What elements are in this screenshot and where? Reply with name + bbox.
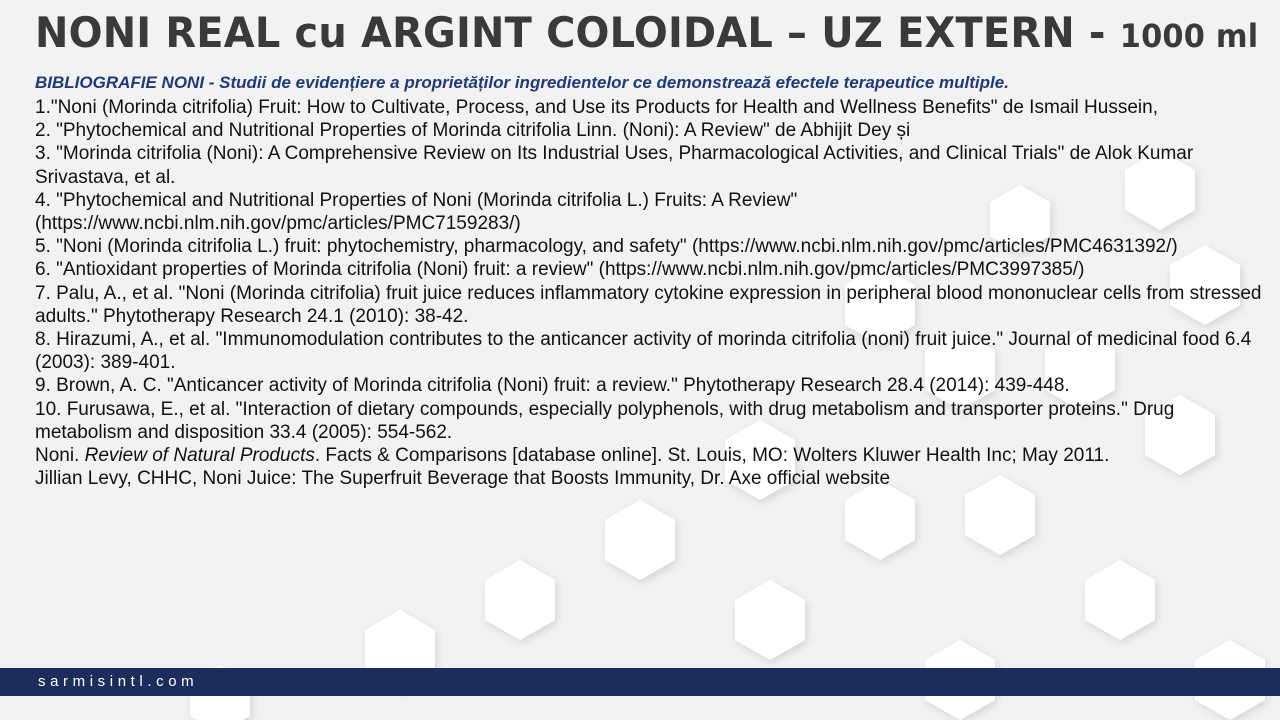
reference-item: 5. "Noni (Morinda citrifolia L.) fruit: phytochemistry, pharmacology, and safety" (https://www.ncbi.nlm.nih.gov/pmc/articles/PMC4631392/) (35, 236, 1178, 258)
reference-item: 9. Brown, A. C. "Anticancer activity of Morinda citrifolia (Noni) fruit: a review." Phytotherapy Research 28.4 (2014): 439-448. (35, 375, 1070, 397)
ref-natural-title: Review of Natural Products (84, 445, 315, 467)
footer-website: sarmisintl.com (38, 673, 199, 690)
title-main: NONI REAL cu ARGINT COLOIDAL – UZ EXTERN - (35, 8, 1120, 57)
title-volume: 1000 ml (1119, 17, 1259, 55)
reference-item: 7. Palu, A., et al. "Noni (Morinda citrifolia) fruit juice reduces inflammatory cytokine expression in peripheral blood mononuclear cells from stressed adults." Phytotherapy Research 24.1 (2010): 38-42. (35, 282, 1262, 327)
footer-bar (0, 668, 1280, 696)
reference-item: 3. "Morinda citrifolia (Noni): A Comprehensive Review on Its Industrial Uses, Pharmacological Activities, and Clinical Trials" de Alok Kumar Srivastava, et al. (35, 143, 1194, 188)
bibliography-content (35, 70, 1267, 490)
reference-item: 6. "Antioxidant properties of Morinda citrifolia (Noni) fruit: a review" (https://www.ncbi.nlm.nih.gov/pmc/articles/PMC3997385/) (35, 259, 1085, 281)
reference-item: 10. Furusawa, E., et al. "Interaction of dietary compounds, especially polyphenols, with drug metabolism and transporter proteins." Drug metabolism and disposition 33.4 (2005): 554-562. (35, 398, 1175, 443)
reference-item-levy: Jillian Levy, CHHC, Noni Juice: The Superfruit Beverage that Boosts Immunity, Dr. Axe official website (35, 468, 891, 490)
ref-natural-prefix: Noni. (35, 445, 85, 467)
bibliography-subtitle: BIBLIOGRAFIE NONI - Studii de evidențiere a proprietăților ingredientelor ce demonstrează efectele terapeutice multiple. (35, 73, 1009, 92)
page-title (35, 8, 1258, 57)
reference-item-natural-products (35, 444, 1267, 467)
reference-item: 8. Hirazumi, A., et al. "Immunomodulation contributes to the anticancer activity of morinda citrifolia (noni) fruit juice." Journal of medicinal food 6.4 (2003): 389-401. (35, 329, 1252, 374)
reference-item: 2. "Phytochemical and Nutritional Properties of Morinda citrifolia Linn. (Noni): A Review" de Abhijit Dey și (35, 120, 911, 142)
ref-natural-rest: . Facts & Comparisons [database online]. St. Louis, MO: Wolters Kluwer Health Inc; May 2011. (314, 445, 1110, 467)
reference-list (35, 96, 1267, 490)
reference-item: 4. "Phytochemical and Nutritional Properties of Noni (Morinda citrifolia L.) Fruits: A Review" (https://www.ncbi.nlm.nih.gov/pmc/articles/PMC7159283/) (35, 189, 798, 235)
reference-item: 1."Noni (Morinda citrifolia) Fruit: How to Cultivate, Process, and Use its Products for Health and Wellness Benefits" de Ismail Hussein, (35, 97, 1158, 118)
